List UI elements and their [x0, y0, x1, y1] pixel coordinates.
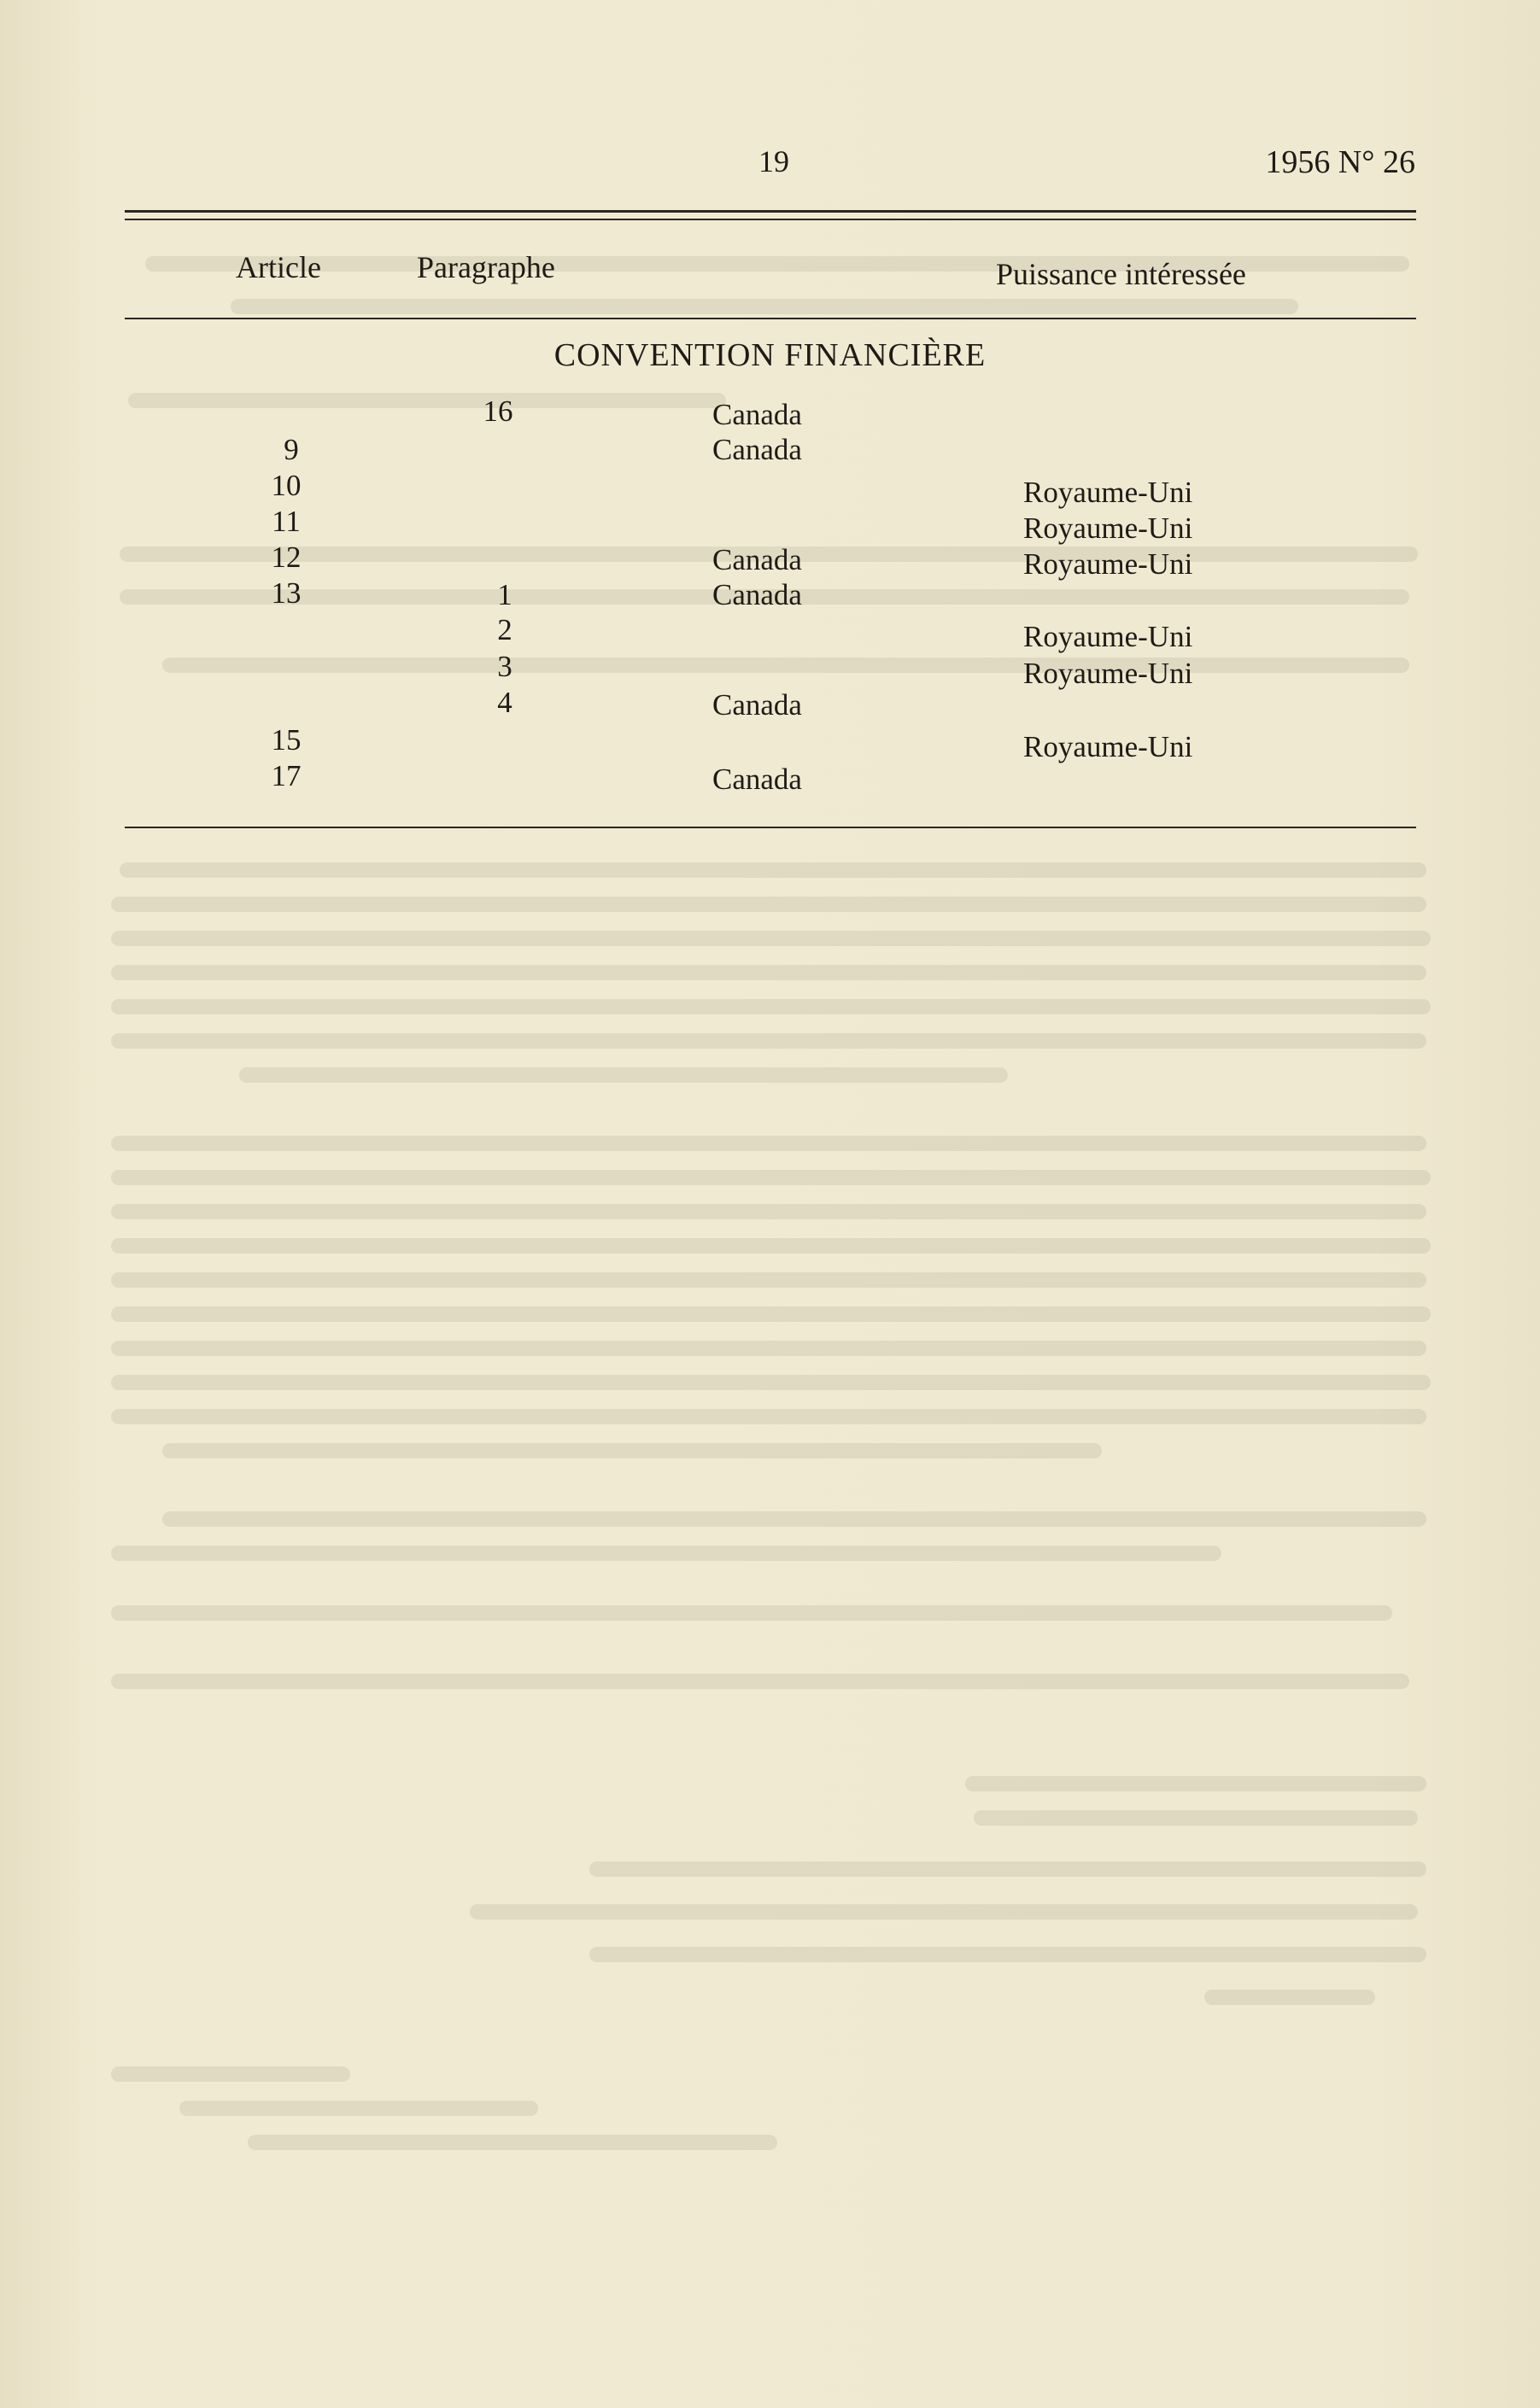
- table-cell-royaume-uni: Royaume-Uni: [1023, 547, 1193, 581]
- table-cell-article: 13: [271, 576, 302, 610]
- table-cell-paragraphe: 4: [497, 686, 512, 719]
- table-cell-royaume-uni: Royaume-Uni: [1023, 511, 1193, 545]
- page-number: 19: [758, 144, 789, 178]
- table-cell-royaume-uni: Royaume-Uni: [1023, 476, 1193, 509]
- header-rule-bottom: [125, 219, 1416, 220]
- table-cell-canada: Canada: [712, 688, 802, 722]
- table-cell-royaume-uni: Royaume-Uni: [1023, 657, 1193, 690]
- document-reference: 1956 N° 26: [1265, 144, 1415, 180]
- table-bottom-rule: [125, 827, 1416, 828]
- table-cell-canada: Canada: [712, 543, 802, 576]
- header-rule-top: [125, 210, 1416, 213]
- table-cell-canada: Canada: [712, 398, 802, 431]
- table-cell-canada: Canada: [712, 763, 802, 796]
- table-cell-article: 17: [271, 759, 302, 792]
- section-title: CONVENTION FINANCIÈRE: [553, 337, 987, 373]
- table-cell-royaume-uni: Royaume-Uni: [1023, 620, 1193, 653]
- table-cell-article: 11: [272, 505, 301, 538]
- table-cell-paragraphe: 1: [497, 578, 512, 611]
- column-header-puissance: Puissance intéressée: [996, 257, 1246, 291]
- table-cell-paragraphe: 3: [497, 650, 512, 683]
- table-cell-royaume-uni: Royaume-Uni: [1023, 730, 1193, 763]
- table-cell-canada: Canada: [712, 433, 802, 466]
- table-cell-canada: Canada: [712, 578, 802, 611]
- table-cell-article: 15: [271, 723, 302, 757]
- column-header-rule: [125, 318, 1416, 319]
- table-cell-article: 12: [271, 541, 302, 574]
- column-header-paragraphe: Paragraphe: [417, 250, 555, 284]
- column-header-article: Article: [236, 250, 321, 284]
- table-cell-article: 10: [271, 469, 302, 502]
- table-cell-paragraphe: 2: [497, 613, 512, 646]
- table-cell-article: 9: [284, 433, 299, 466]
- table-cell-paragraphe: 16: [483, 395, 513, 428]
